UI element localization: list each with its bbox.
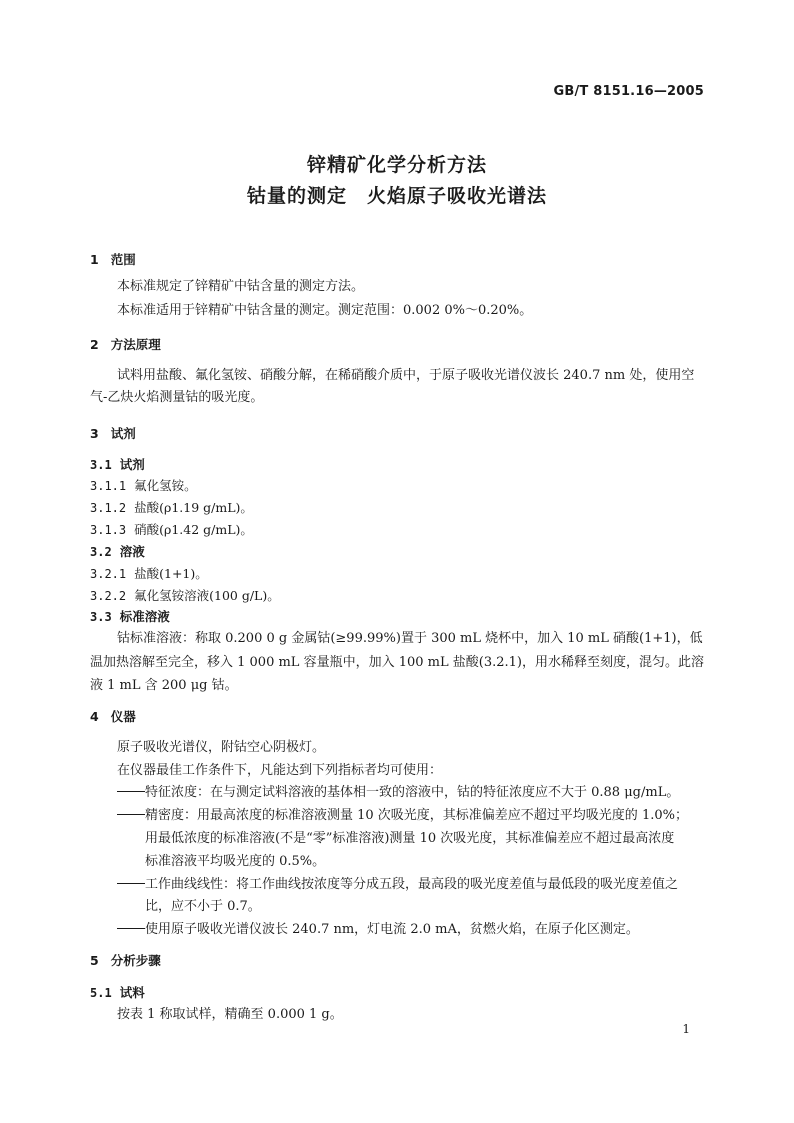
clause-number: 3.2.1 [90, 567, 127, 581]
list-item-text: 特征浓度：在与测定试料溶液的基体相一致的溶液中，钴的特征浓度应不大于 0.88 μg/mL。 [145, 785, 680, 800]
clause-number: 3.1.2 [90, 501, 127, 515]
section-title: 范围 [110, 252, 136, 267]
section-title: 试剂 [110, 426, 136, 441]
paragraph: 比，应不小于 0.7。 [145, 899, 261, 914]
clause-text: 盐酸(1+1)。 [134, 566, 208, 581]
subsection-title: 试料 [119, 985, 145, 1000]
section-4-heading [0, 707, 794, 727]
subsection-number: 3.3 [90, 610, 112, 624]
list-item-text: 精密度：用最高浓度的标准溶液测量 10 次吸光度，其标准偏差应不超过平均吸光度的 1.0%； [145, 808, 688, 823]
paragraph: 温加热溶解至完全，移入 1 000 mL 容量瓶中，加入 100 mL 盐酸(3.2.1)，用水稀释至刻度，混匀。此溶 [90, 655, 704, 670]
document-title-line2: 钴量的测定 火焰原子吸收光谱法 [246, 185, 547, 207]
section-number: 4 [90, 709, 99, 724]
paragraph: 标准溶液平均吸光度的 0.5%。 [145, 854, 326, 869]
clause-text: 氟化氢铵。 [134, 478, 197, 493]
section-number: 3 [90, 426, 99, 441]
paragraph: 本标准规定了锌精矿中钴含量的测定方法。 [117, 279, 365, 294]
list-item [0, 875, 794, 895]
section-number: 5 [90, 953, 99, 968]
subsection-5-1 [0, 983, 794, 1003]
subsection-title: 试剂 [119, 457, 145, 472]
section-number: 2 [90, 337, 99, 352]
page-number: 1 [682, 1022, 690, 1036]
clause-text: 氟化氢铵溶液(100 g/L)。 [134, 588, 280, 603]
clause-3-1-2 [0, 498, 794, 518]
clause-3-1-3 [0, 520, 794, 540]
paragraph: 在仪器最佳工作条件下，凡能达到下列指标者均可使用： [117, 763, 443, 778]
paragraph: 气-乙炔火焰测量钴的吸光度。 [90, 390, 264, 405]
subsection-3-3 [0, 607, 794, 627]
clause-3-1-1 [0, 476, 794, 496]
subsection-3-2 [0, 542, 794, 562]
paragraph: 钴标准溶液：称取 0.200 0 g 金属钴(≥99.99%)置于 300 mL 烧杯中，加入 10 mL 硝酸(1+1)，低 [117, 631, 703, 646]
list-item [0, 806, 794, 826]
list-item [0, 920, 794, 940]
dash-marker [117, 883, 145, 885]
section-title: 方法原理 [110, 337, 161, 352]
section-title: 仪器 [110, 709, 136, 724]
clause-number: 3.1.3 [90, 523, 127, 537]
dash-marker [117, 814, 145, 816]
subsection-number: 5.1 [90, 986, 112, 1000]
list-item [0, 783, 794, 803]
section-number: 1 [90, 252, 99, 267]
section-5-heading [0, 951, 794, 971]
paragraph: 试料用盐酸、氟化氢铵、硝酸分解，在稀硝酸介质中，于原子吸收光谱仪波长 240.7 nm 处，使用空 [117, 368, 695, 383]
subsection-number: 3.1 [90, 458, 112, 472]
list-item-text: 工作曲线线性：将工作曲线按浓度等分成五段，最高段的吸光度差值与最低段的吸光度差值之 [145, 877, 679, 892]
subsection-3-1 [0, 455, 794, 475]
paragraph: 按表 1 称取试样，精确至 0.000 1 g。 [117, 1007, 343, 1022]
paragraph: 用最低浓度的标准溶液(不是“零”标准溶液)测量 10 次吸光度，其标准偏差应不超过最高浓度 [145, 831, 675, 846]
paragraph: 液 1 mL 含 200 μg 钴。 [90, 678, 238, 693]
document-title-line1: 锌精矿化学分析方法 [306, 154, 487, 176]
subsection-number: 3.2 [90, 545, 112, 559]
section-3-heading [0, 424, 794, 444]
list-item-text: 使用原子吸收光谱仪波长 240.7 nm，灯电流 2.0 mA，贫燃火焰，在原子化区测定。 [145, 922, 639, 937]
paragraph: 本标准适用于锌精矿中钴含量的测定。测定范围：0.002 0%～0.20%。 [117, 303, 533, 318]
standard-number: GB/T 8151.16—2005 [553, 84, 704, 99]
clause-text: 盐酸(ρ1.19 g/mL)。 [134, 500, 253, 515]
clause-number: 3.1.1 [90, 479, 127, 493]
clause-number: 3.2.2 [90, 589, 127, 603]
clause-3-2-2 [0, 586, 794, 606]
clause-text: 硝酸(ρ1.42 g/mL)。 [134, 522, 253, 537]
dash-marker [117, 928, 145, 930]
section-1-heading [0, 250, 794, 270]
paragraph: 原子吸收光谱仪，附钴空心阴极灯。 [117, 740, 326, 755]
subsection-title: 溶液 [119, 544, 145, 559]
section-title: 分析步骤 [110, 953, 161, 968]
section-2-heading [0, 335, 794, 355]
clause-3-2-1 [0, 564, 794, 584]
dash-marker [117, 791, 145, 793]
subsection-title: 标准溶液 [119, 609, 170, 624]
